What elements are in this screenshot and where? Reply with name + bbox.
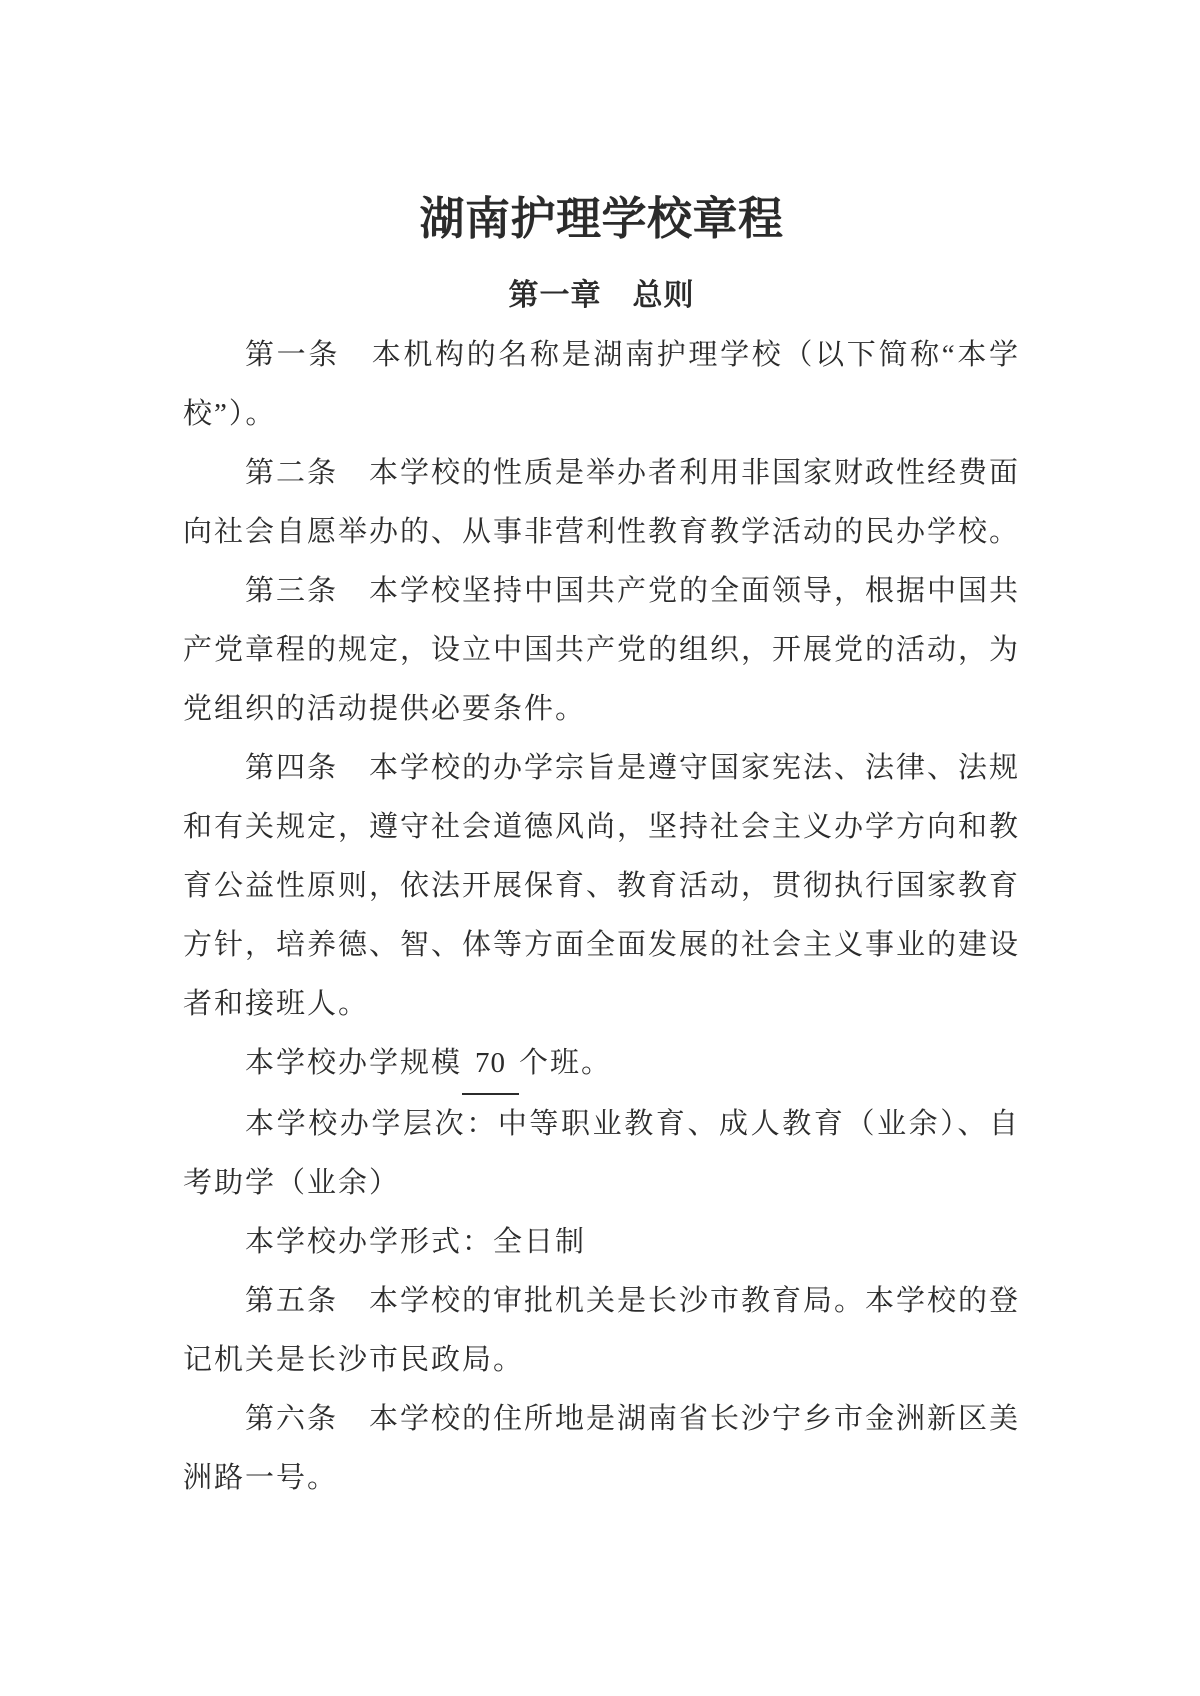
document-body [183,326,1020,1508]
article-1-name-paragraph: 第一条 本机构的名称是湖南护理学校（以下简称“本学校”）。 [183,339,1020,430]
chapter-1-heading: 第一章 总则 [508,279,695,312]
document-content [183,193,1020,1508]
article-6-address-paragraph: 第六条 本学校的住所地是湖南省长沙宁乡市金洲新区美洲路一号。 [183,1403,1021,1494]
article-3-party-leadership-paragraph: 第三条 本学校坚持中国共产党的全面领导，根据中国共产党章程的规定，设立中国共产党的组织，开展党的活动，为党组织的活动提供必要条件。 [183,575,1021,725]
document-title: 湖南护理学校章程 [419,193,784,244]
enrollment-scale-suffix: 个班。 [519,1047,613,1079]
article-4-purpose-paragraph: 第四条 本学校的办学宗旨是遵守国家宪法、法律、法规和有关规定，遵守社会道德风尚，坚持社会主义办学方向和教育公益性原则，依法开展保育、教育活动，贯彻执行国家教育方针，培养德、智、体等方面全面发展的社会主义事业的建设者和接班人。 [183,752,1021,1020]
school-levels-paragraph: 本学校办学层次：中等职业教育、成人教育（业余）、自考助学（业余） [183,1108,1020,1199]
article-5-authority-paragraph: 第五条 本学校的审批机关是长沙市教育局。本学校的登记机关是长沙市民政局。 [183,1285,1021,1376]
enrollment-scale-prefix: 本学校办学规模 [245,1047,463,1079]
school-form-paragraph: 本学校办学形式：全日制 [245,1226,587,1258]
enrollment-scale-paragraph [183,1034,1020,1095]
enrollment-scale-value: 70 [462,1034,519,1095]
article-2-nature-paragraph: 第二条 本学校的性质是举办者利用非国家财政性经费面向社会自愿举办的、从事非营利性教育教学活动的民办学校。 [183,457,1021,548]
